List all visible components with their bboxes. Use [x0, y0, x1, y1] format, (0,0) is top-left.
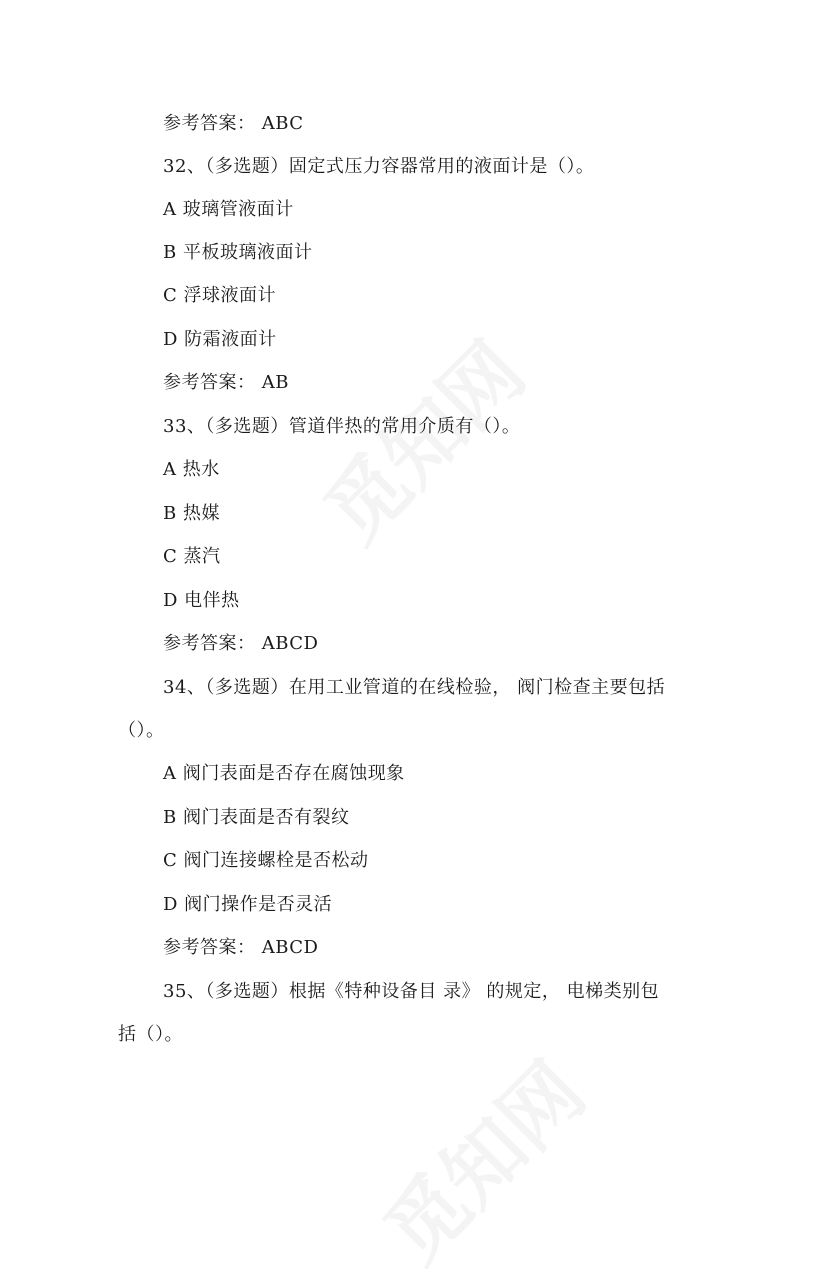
- option-34-c: C 阀门连接螺栓是否松动: [163, 850, 369, 871]
- answer-34: 参考答案： ABCD: [163, 937, 319, 958]
- option-33-b: B 热媒: [163, 503, 220, 524]
- option-32-c: C 浮球液面计: [163, 285, 276, 306]
- option-32-a: A 玻璃管液面计: [163, 199, 294, 220]
- option-33-a: A 热水: [163, 459, 220, 480]
- option-32-d: D 防霜液面计: [163, 329, 277, 350]
- option-33-d: D 电伴热: [163, 590, 240, 611]
- option-34-b: B 阀门表面是否有裂纹: [163, 807, 350, 828]
- question-32: 32、（多选题）固定式压力容器常用的液面计是（）。: [163, 156, 595, 177]
- question-34: 34、（多选题）在用工业管道的在线检验， 阀门检查主要包括: [163, 677, 666, 698]
- option-32-b: B 平板玻璃液面计: [163, 242, 313, 263]
- answer-32: 参考答案： AB: [163, 372, 289, 393]
- question-35-wrap: 括（）。: [118, 1024, 183, 1045]
- answer-33: 参考答案： ABCD: [163, 633, 319, 654]
- question-35: 35、（多选题）根据《特种设备目 录》 的规定， 电梯类别包: [163, 981, 660, 1002]
- question-33: 33、（多选题）管道伴热的常用介质有（）。: [163, 416, 521, 437]
- option-34-a: A 阀门表面是否存在腐蚀现象: [163, 763, 405, 784]
- option-34-d: D 阀门操作是否灵活: [163, 894, 333, 915]
- question-34-wrap: （）。: [118, 720, 165, 741]
- answer-31: 参考答案： ABC: [163, 113, 304, 134]
- option-33-c: C 蒸汽: [163, 546, 221, 567]
- watermark-bottom: [354, 1032, 605, 1283]
